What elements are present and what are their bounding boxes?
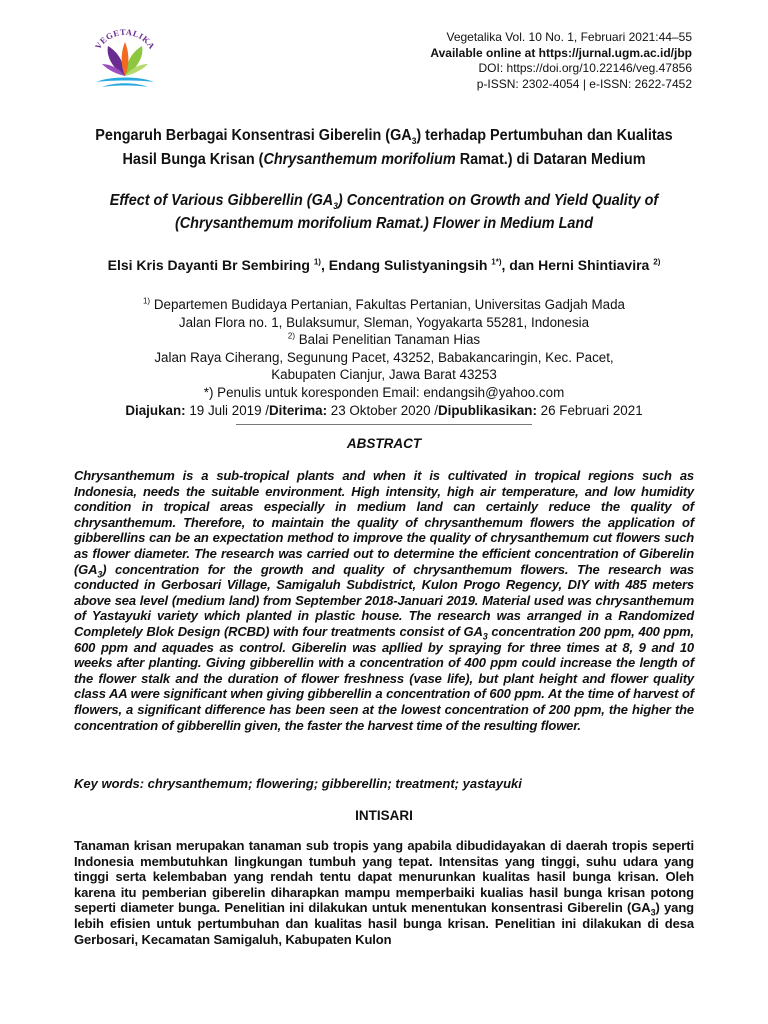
author-1: Elsi Kris Dayanti Br Sembiring: [107, 257, 310, 273]
intisari-part: Tanaman krisan merupakan tanaman sub tropis yang apabila dibudidayakan di daerah tropis seperti Indonesia membutuhkan lingkungan tumbuh yang tepat. Intensitas yang tinggi, suhu udara yang tinggi serta kelembaban yang rendah tentu dapat menurunkan kualitas hasil bunga krisan. Oleh karena itu pemberian giberelin diharapkan mampu memperbaiki kualias hasil bunga krisan potong seperti diameter bunga. Penelitian ini dilakukan untuk menentukan konsentrasi Giberelin (GA: [74, 838, 694, 916]
author-3-affil: 2): [653, 257, 661, 267]
title-en-part: ) Concentration on Growth and Yield Quality of: [337, 192, 659, 209]
affil-1: Departemen Budidaya Pertanian, Fakultas Pertanian, Universitas Gadjah Mada: [150, 297, 625, 312]
logo-text: VEGETALIKA: [92, 26, 158, 52]
title-en-part: Effect of Various Gibberellin (GA: [109, 192, 334, 209]
affiliations: [40, 296, 728, 419]
journal-logo: [88, 24, 162, 94]
vegetalika-logo-icon: [88, 24, 162, 94]
accepted-date: 23 Oktober 2020 /: [327, 402, 438, 418]
title-english: [83, 189, 686, 235]
abstract-part: Chrysanthemum is a sub-tropical plants and when it is cultivated in tropical regions such as Indonesia, needs the suitable environment. High intensity, high air temperature, and low humidity condition in tropical areas especially in medium land can certainly reduce the quality of chrysanthemum. Therefore, to maintain the quality of chrysanthemum flowers the application of gibberellins can be an expectation method to improve the quality of chrysanthemum cut flowers such as flower diameter. The research was carried out to determine the efficient concentration of Giberelin (GA: [74, 468, 694, 577]
abstract-subscript: 3: [97, 569, 103, 580]
affil-2: Balai Penelitian Tanaman Hias: [295, 332, 481, 348]
affil-2-marker: 2): [287, 331, 295, 341]
author-1-affil: 1): [313, 257, 321, 267]
issn: p-ISSN: 2302-4054 | e-ISSN: 2622-7452: [476, 76, 692, 91]
abstract-text: [74, 468, 694, 733]
title-indonesian: [83, 124, 686, 172]
divider: [236, 424, 532, 425]
doi: DOI: https://doi.org/10.22146/veg.47856: [478, 61, 692, 75]
title-en-line2: (Chrysanthemum morifolium Ramat.) Flower in Medium Land: [174, 215, 594, 232]
title-id-species: Chrysanthemum morifolium: [263, 151, 456, 168]
title-id-part: ) terhadap Pertumbuhan dan Kualitas: [416, 127, 673, 144]
submitted-label: Diajukan:: [125, 402, 186, 418]
submission-dates: [40, 402, 728, 420]
author-3: , dan Herni Shintiavira: [501, 257, 650, 273]
title-id-part: Hasil Bunga Krisan (: [122, 151, 264, 168]
title-en-subscript: 3: [333, 201, 338, 212]
available-online: Available online at https://jurnal.ugm.ac.id/jbp: [430, 45, 692, 60]
intisari-heading: INTISARI: [355, 808, 413, 823]
author-2-affil: 1*): [491, 257, 502, 267]
affil-1-address: Jalan Flora no. 1, Bulaksumur, Sleman, Yogyakarta 55281, Indonesia: [178, 314, 590, 330]
published-label: Dipublikasikan:: [437, 402, 537, 418]
published-date: 26 Februari 2021: [536, 402, 643, 418]
author-list: [40, 256, 728, 274]
affil-2-address-2: Kabupaten Cianjur, Jawa Barat 43253: [271, 367, 497, 383]
affil-1-marker: 1): [142, 296, 151, 306]
title-id-part: Ramat.) di Dataran Medium: [455, 151, 646, 168]
abstract-part: concentration 200 ppm, 400 ppm, 600 ppm and aquades as control. Giberelin was apllied by spraying for three times at 8, 9 and 10 weeks after planting. Giving gibberellin with a concentration of 400 ppm could increase the length of the flower stalk and the duration of flower freshness (vase life), but plant height and flower quality class AA were significant when giving gibberellin a concentration of 600 ppm. At the time of harvest of flowers, a significant difference has been seen at the lowest concentration of 200 ppm, the higher the concentration of gibberellin given, the faster the harvest time of the resulting flower.: [74, 623, 694, 733]
abstract-part: ) concentration for the growth and quality of chrysanthemum flowers. The research was conducted in Gerbosari Village, Samigaluh Subdistrict, Kulon Progo Regency, DIY with 485 meters above sea level (medium land) from September 2018-Januari 2019. Material used was chrysanthemum of Yastayuki variety which planted in plastic house. The research was arranged in a Randomized Completely Blok Design (RCBD) with four treatments consist of GA: [74, 561, 694, 639]
intisari-subscript: 3: [650, 907, 656, 918]
journal-volume: Vegetalika Vol. 10 No. 1, Februari 2021:44–55: [446, 30, 692, 44]
journal-info: [430, 30, 692, 92]
title-id-subscript: 3: [411, 136, 417, 147]
submitted-date: 19 Juli 2019 /: [185, 402, 269, 418]
keywords: Key words: chrysanthemum; flowering; gibberellin; treatment; yastayuki: [74, 776, 522, 791]
author-2: , Endang Sulistyaningsih: [320, 257, 488, 273]
intisari-part: ) yang lebih efisien untuk pertumbuhan dan kualitas hasil bunga krisan. Penelitian ini dilakukan di desa Gerbosari, Kecamatan Samigaluh, Kabupaten Kulon: [74, 900, 694, 947]
title-id-part: Pengaruh Berbagai Konsentrasi Giberelin (GA: [95, 127, 412, 144]
corresponding-author: *) Penulis untuk koresponden Email: endangsih@yahoo.com: [203, 384, 565, 400]
abstract-heading: ABSTRACT: [346, 436, 422, 451]
intisari-text: [74, 838, 694, 947]
accepted-label: Diterima:: [269, 402, 328, 418]
affil-2-address-1: Jalan Raya Ciherang, Segunung Pacet, 43252, Babakancaringin, Kec. Pacet,: [154, 349, 614, 365]
abstract-subscript: 3: [482, 631, 488, 642]
